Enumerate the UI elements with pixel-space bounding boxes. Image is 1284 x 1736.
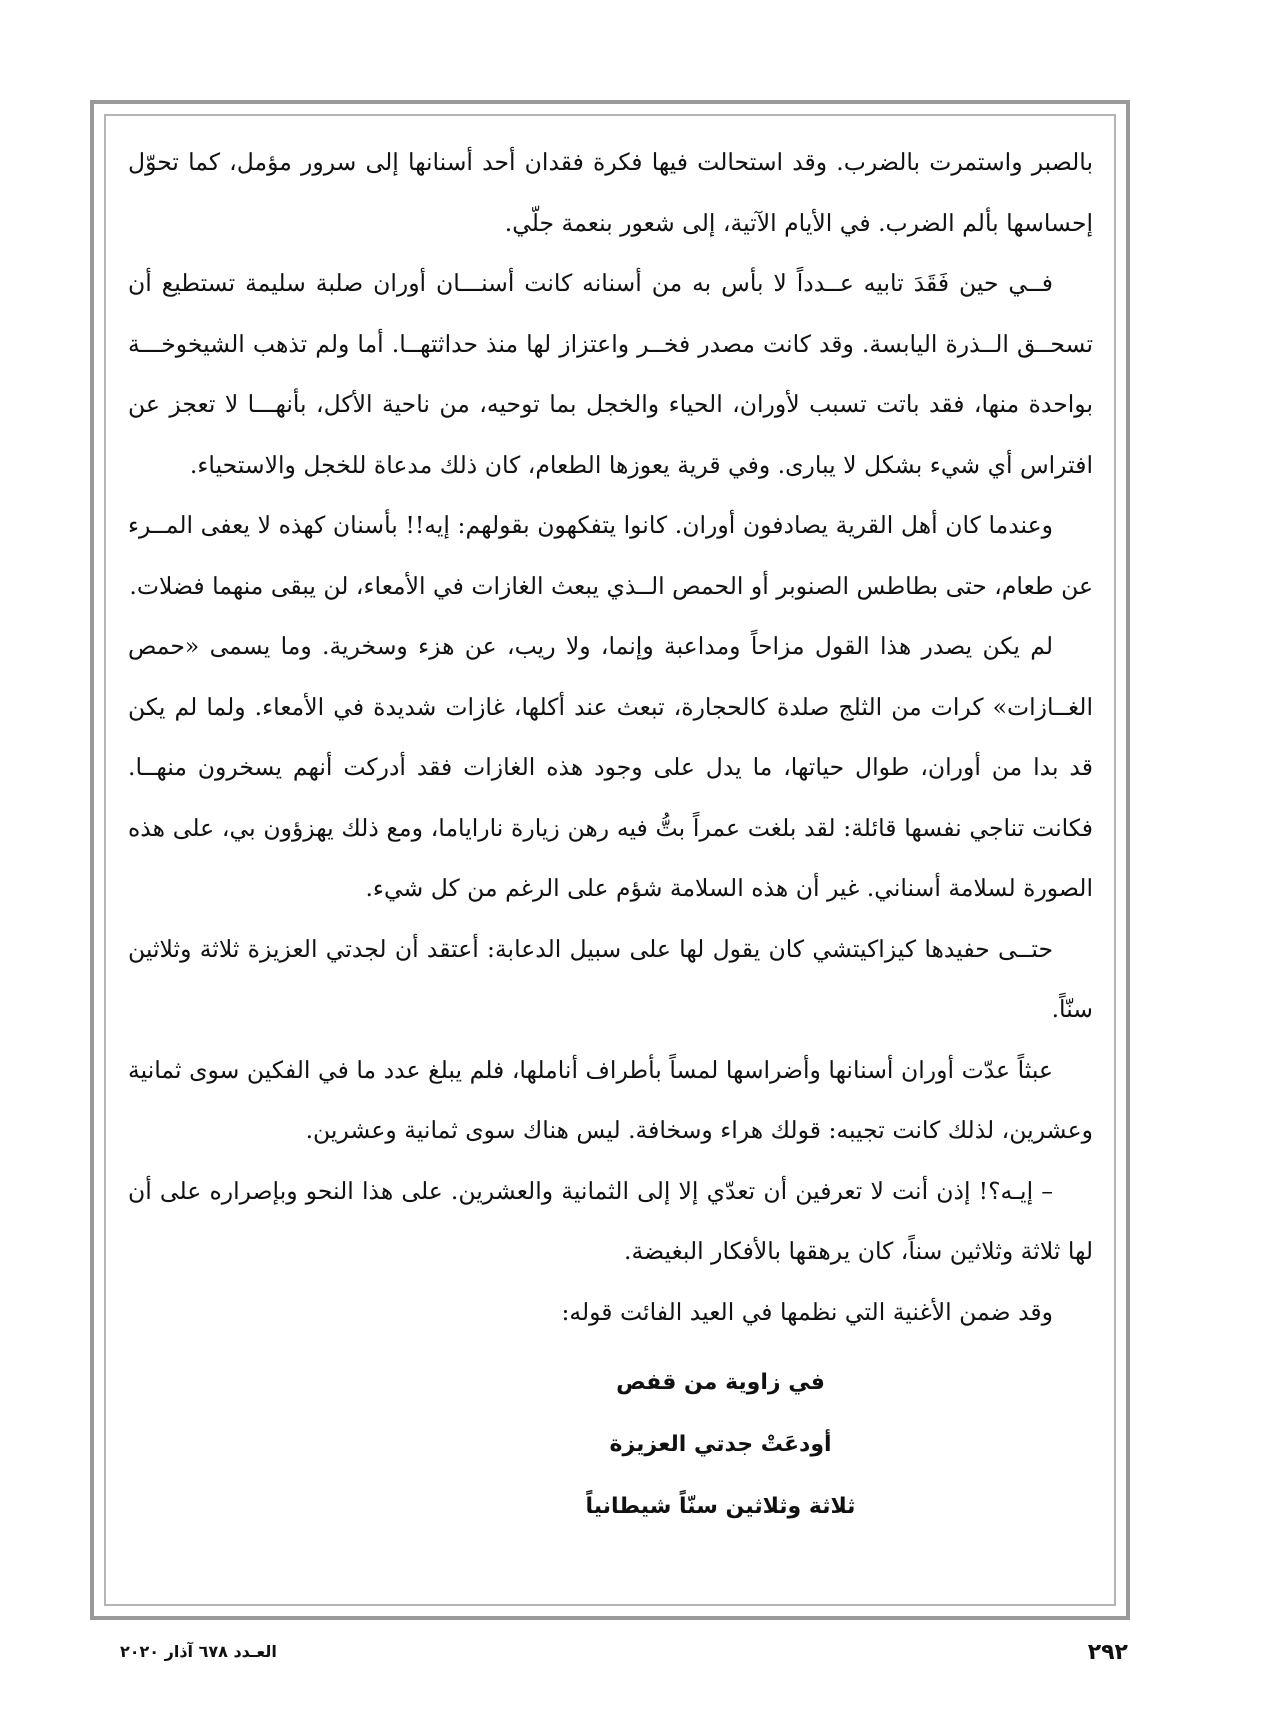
issue-info: العـدد ٦٧٨ آذار ٢٠٢٠ [120,1642,277,1661]
article-body [128,132,1093,1592]
poem-line-3: ثلاثة وثلاثين سنّاً شيطانياً [585,1494,856,1519]
page-number: ٢٩٢ [1087,1640,1128,1665]
paragraph-7: – إيـه؟! إذن أنت لا تعرفين أن تعدّي إلا إلى الثمانية والعشرين. على هذا النحو وبإصراره على أن لها ثلاثة وثلاثين سناً، كان يرهقها بالأفكار البغيضة. [128,1176,1093,1265]
poem-block [128,1352,1093,1538]
paragraph-6: عبثاً عدّت أوران أسنانها وأضراسها لمساً بأطراف أناملها، فلم يبلغ عدد ما في الفكين سوى ثمانية وعشرين، لذلك كانت تجيبه: قولك هراء وسخافة. ليس هناك سوى ثمانية وعشرين. [128,1055,1093,1144]
paragraph-5: حتــى حفيدها كيزاكيتشي كان يقول لها على سبيل الدعابة: أعتقد أن لجدتي العزيزة ثلاثة وثلاثين سنّاً. [128,934,1093,1023]
paragraph-1: بالصبر واستمرت بالضرب. وقد استحالت فيها فكرة فقدان أحد أسنانها إلى سرور مؤمل، كما تحوّل إحساسها بألم الضرب. في الأيام الآتية، إلى شعور بنعمة جلّي. [128,148,1093,237]
paragraph-8: وقد ضمن الأغنية التي نظمها في العيد الفائت قوله: [561,1297,1053,1326]
paragraph-4: لم يكن يصدر هذا القول مزاحاً ومداعبة وإنما، ولا ريب، عن هزء وسخرية. وما يسمى «حمص الغــازات» كرات من الثلج صلدة كالحجارة، تبعث عند أكلها، غازات شديدة في الأمعاء. ولما لم يكن قد بدا من أوران، طوال حياتها، ما يدل على وجود هذه الغازات فقد أدركت أنهم يسخرون منهــا. فكانت تناجي نفسها قائلة: لقد بلغت عمراً بتُّ فيه رهن زيارة نارایاما، ومع ذلك يهزؤون بي، على هذه الصورة لسلامة أسناني. غير أن هذه السلامة شؤم على الرغم من كل شيء. [128,632,1093,902]
poem-line-2: أودعَتْ جدتي العزيزة [609,1432,832,1457]
paragraph-3: وعندما كان أهل القرية يصادفون أوران. كانوا يتفكهون بقولهم: إيه!! بأسنان كهذه لا يعفى المــرء عن طعام، حتى بطاطس الصنوبر أو الحمص الــذي يبعث الغازات في الأمعاء، لن يبقى منهما فضلات. [128,511,1093,600]
paragraph-2: فــي حين فَقَدَ تابيه عــدداً لا بأس به من أسنانه كانت أسنـــان أوران صلبة سليمة تستطيع أن تسحــق الــذرة اليابسة. وقد كانت مصدر فخــر واعتزاز لها منذ حداثتهــا. أما ولم تذهب الشيخوخـــة بواحدة منها، فقد باتت تسبب لأوران، الحياء والخجل بما توحيه، من ناحية الأكل، بأنهـــا لا تعجز عن افتراس أي شيء بشكل لا يبارى. وفي قرية يعوزها الطعام، كان ذلك مدعاة للخجل والاستحياء. [128,269,1093,479]
poem-line-1: في زاوية من قفص [616,1370,825,1395]
